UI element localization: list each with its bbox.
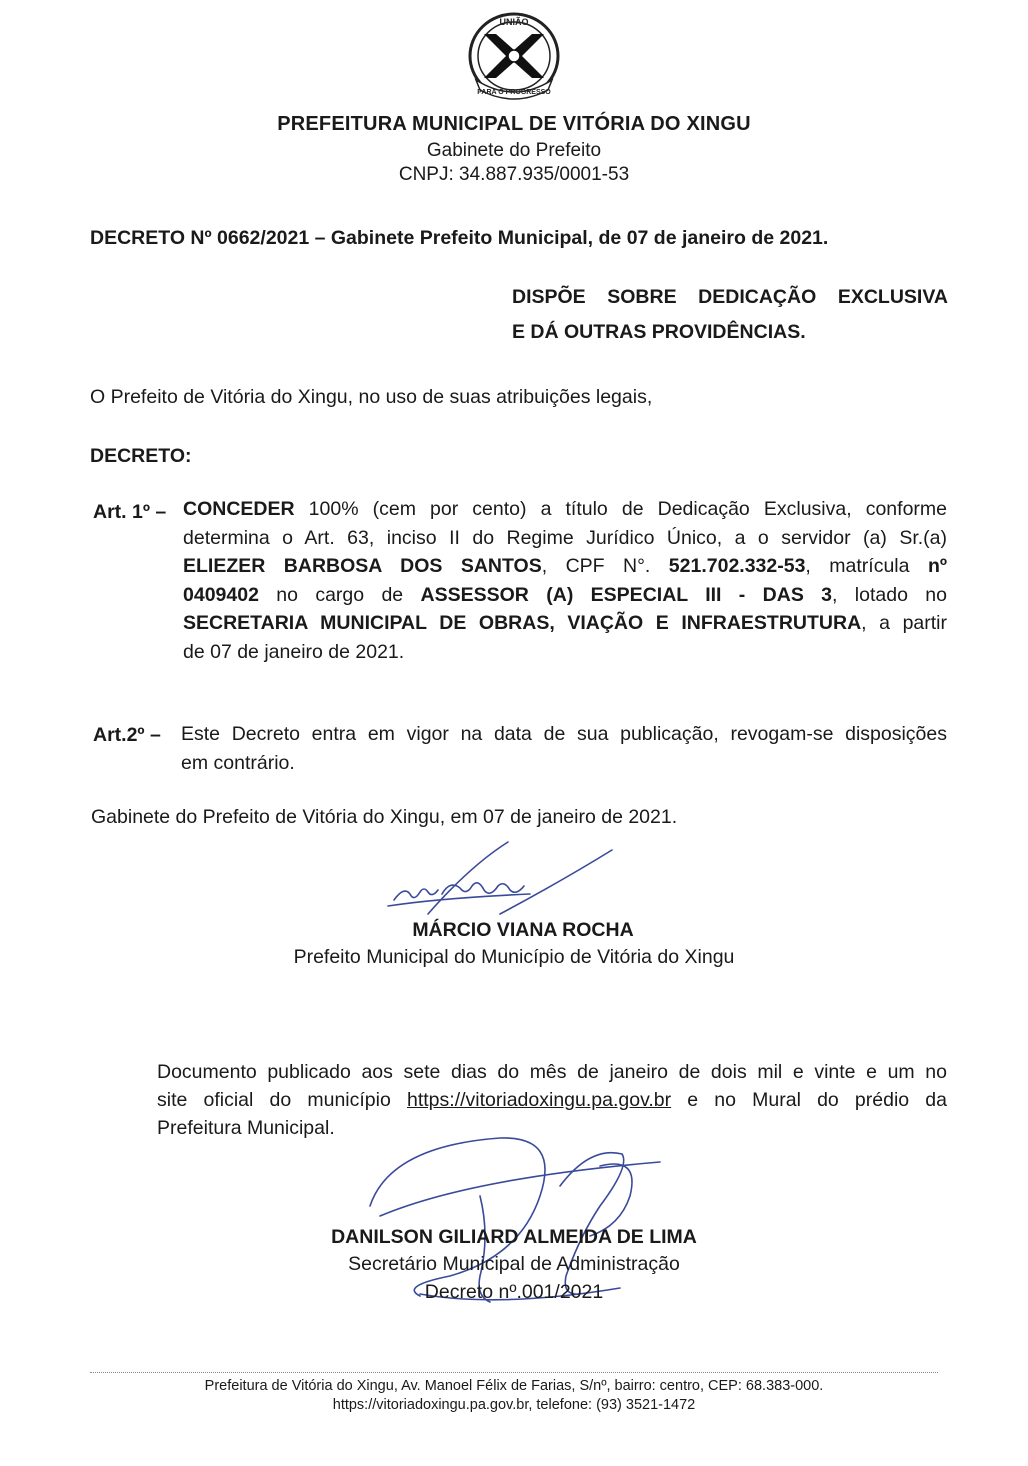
employee-cpf: 521.702.332-53 bbox=[668, 555, 806, 577]
seal-top-text: UNIÃO bbox=[499, 17, 529, 27]
article-1-line-2: determina o Art. 63, inciso II do Regime Jurídico Único, a o servidor (a) Sr.(a) bbox=[183, 526, 947, 549]
publication-line-2: site oficial do município https://vitoriadoxingu.pa.gov.br e no Mural do prédio da bbox=[157, 1089, 947, 1111]
article-2-body bbox=[181, 720, 947, 777]
article-1-line-1: CONCEDER 100% (cem por cento) a título de Dedicação Exclusiva, conforme bbox=[183, 498, 947, 520]
matricula-label: nº bbox=[927, 555, 947, 577]
mayor-signature-icon bbox=[380, 836, 620, 916]
decree-ementa bbox=[512, 280, 948, 350]
secretary-name: DANILSON GILIARD ALMEIDA DE LIMA bbox=[331, 1226, 697, 1248]
article-2-label: Art.2º – bbox=[93, 724, 161, 746]
institution-cnpj: CNPJ: 34.887.935/0001-53 bbox=[398, 164, 630, 185]
mayor-role: Prefeito Municipal do Município de Vitória do Xingu bbox=[293, 946, 735, 968]
footer-address: Prefeitura de Vitória do Xingu, Av. Manoel Félix de Farias, S/nº, bairro: centro, CEP: 68.383-000. bbox=[204, 1378, 824, 1394]
article-1-label: Art. 1º – bbox=[93, 501, 167, 523]
mayor-name: MÁRCIO VIANA ROCHA bbox=[412, 919, 634, 941]
matricula-number: 0409402 bbox=[183, 583, 259, 606]
article-1-line-3: ELIEZER BARBOSA DOS SANTOS, CPF N°. 521.702.332-53, matrícula nº bbox=[183, 555, 947, 577]
institution-name: PREFEITURA MUNICIPAL DE VITÓRIA DO XINGU bbox=[277, 113, 751, 135]
employee-position: ASSESSOR (A) ESPECIAL III - DAS 3 bbox=[420, 583, 833, 606]
official-site-link[interactable]: https://vitoriadoxingu.pa.gov.br bbox=[407, 1089, 672, 1111]
footer-contact: https://vitoriadoxingu.pa.gov.br, telefone: (93) 3521-1472 bbox=[332, 1397, 696, 1413]
publication-line-3: Prefeitura Municipal. bbox=[157, 1117, 335, 1139]
employee-name: ELIEZER BARBOSA DOS SANTOS bbox=[183, 555, 542, 577]
article-2-line-1: Este Decreto entra em vigor na data de sua publicação, revogam-se disposições bbox=[181, 723, 947, 745]
article-1-line-6: de 07 de janeiro de 2021. bbox=[183, 640, 405, 663]
institution-office: Gabinete do Prefeito bbox=[426, 140, 602, 161]
publication-line-1: Documento publicado aos sete dias do mês de janeiro de dois mil e vinte e um no bbox=[157, 1061, 947, 1083]
employee-department: SECRETARIA MUNICIPAL DE OBRAS, VIAÇÃO E INFRAESTRUTURA bbox=[183, 612, 862, 634]
article-1-verb: CONCEDER bbox=[183, 498, 295, 520]
closing-statement: Gabinete do Prefeito de Vitória do Xingu, em 07 de janeiro de 2021. bbox=[91, 806, 678, 828]
ementa-line-2: E DÁ OUTRAS PROVIDÊNCIAS. bbox=[512, 321, 806, 343]
article-1-line-5: SECRETARIA MUNICIPAL DE OBRAS, VIAÇÃO E INFRAESTRUTURA, a partir bbox=[183, 612, 947, 634]
footer-divider bbox=[90, 1372, 938, 1373]
preamble: O Prefeito de Vitória do Xingu, no uso de suas atribuições legais, bbox=[90, 386, 653, 408]
decree-title: DECRETO Nº 0662/2021 – Gabinete Prefeito Municipal, de 07 de janeiro de 2021. bbox=[90, 227, 829, 249]
ementa-line-1: DISPÕE SOBRE DEDICAÇÃO EXCLUSIVA bbox=[512, 286, 948, 308]
secretary-role: Secretário Municipal de Administração bbox=[348, 1253, 680, 1275]
seal-side-text: PARA O PROGRESSO bbox=[477, 89, 551, 96]
decreto-label: DECRETO: bbox=[90, 445, 192, 467]
article-2-line-2: em contrário. bbox=[181, 751, 295, 774]
municipal-seal-icon bbox=[462, 8, 566, 104]
article-1-body bbox=[183, 495, 947, 666]
secretary-decree-reference: Decreto nº.001/2021 bbox=[424, 1281, 604, 1303]
article-1-line-4: 0409402 no cargo de ASSESSOR (A) ESPECIAL III - DAS 3, lotado no bbox=[183, 583, 947, 606]
